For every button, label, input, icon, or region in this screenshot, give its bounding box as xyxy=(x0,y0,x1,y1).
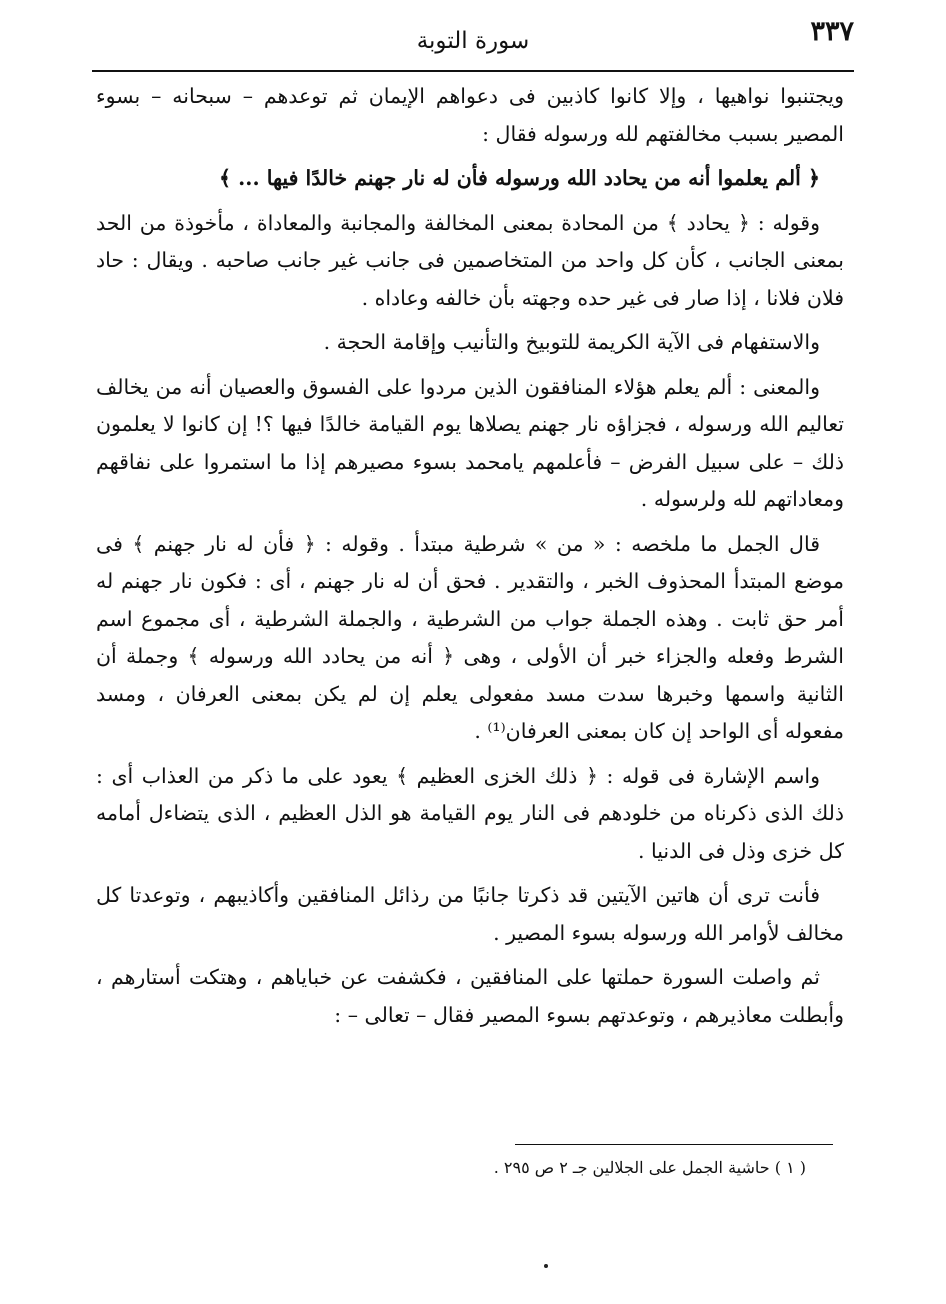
footnote-rule xyxy=(515,1144,833,1145)
paragraph-4: والاستفهام فى الآية الكريمة للتوبيخ والتأنيب وإقامة الحجة . xyxy=(323,330,820,354)
paragraph-1: ويجتنبوا نواهيها ، وإلا كانوا كاذبين فى دعواهم الإيمان ثم توعدهم – سبحانه – بسوء المصير بسبب مخالفتهم لله ورسوله فقال : xyxy=(96,84,844,146)
running-title: سورة التوبة xyxy=(416,28,530,54)
paragraph-7: واسم الإشارة فى قوله : ﴿ ذلك الخزى العظيم ﴾ يعود على ما ذكر من العذاب أى : ذلك الذى ذكرناه من خلودهم فى النار يوم القيامة هو الذل العظيم ، الذى يتضاءل أمامه كل خزى وذل فى الدنيا . xyxy=(96,763,844,863)
paragraph-5: والمعنى : ألم يعلم هؤلاء المنافقون الذين مردوا على الفسوق والعصيان أنه من يخالف تعاليم الله ورسوله ، فجزاؤه نار جهنم يصلاها يوم القيامة خالدًا فيها ؟! إن كانوا لا يعلمون ذلك – على سبيل الفرض – فأعلمهم يامحمد بسوء مصيرهم إذا ما استمروا على نفاقهم ومعاداتهم لله ولرسوله . xyxy=(96,374,844,511)
paragraph-9: ثم واصلت السورة حملتها على المنافقين ، فكشفت عن خباياهم ، وهتكت أستارهم ، وأبطلت معاذيرهم ، وتوعدتهم بسوء المصير فقال – تعالى – : xyxy=(96,965,844,1027)
paragraph-8: فأنت ترى أن هاتين الآيتين قد ذكرتا جانبًا من رذائل المنافقين وأكاذيبهم ، وتوعدتا كل مخالف لأوامر الله ورسوله بسوء المصير . xyxy=(96,883,844,945)
body-text xyxy=(96,78,844,1041)
print-speck xyxy=(544,1264,548,1268)
paragraph-6: قال الجمل ما ملخصه : « من » شرطية مبتدأ . وقوله : ﴿ فأن له نار جهنم ﴾ فى موضع المبتدأ المحذوف الخبر ، والتقدير . فحق أن له نار جهنم ، أى : فكون نار جهنم له أمر حق ثابت . وهذه الجملة جواب من الشرطية ، والجملة الشرطية ، أى مجموع اسم الشرط وفعله والجزاء خبر أن الأولى ، وهى ﴿ أنه من يحادد الله ورسوله ﴾ وجملة أن الثانية واسمها وخبرها سدت مسد مفعولى يعلم إن لم يكن بمعنى العرفان ، ومسد مفعوله أى الواحد إن كان بمعنى العرفان⁽¹⁾ . xyxy=(96,531,844,743)
header-rule xyxy=(92,70,854,72)
paragraph-3: وقوله : ﴿ يحادد ﴾ من المحادة بمعنى المخالفة والمجانبة والمعاداة ، مأخوذة من الحد بمعنى الجانب ، كأن كل واحد من المتخاصمين فى جانب غير جانب صاحبه . ويقال : حاد فلان فلانا ، إذا صار فى غير حده وجهته بأن خالفه وعاداه . xyxy=(96,210,844,310)
page-number: ٣٣٧ xyxy=(810,16,854,47)
quran-verse: ﴿ ألم يعلموا أنه من يحادد الله ورسوله فأن له نار جهنم خالدًا فيها ... ﴾ xyxy=(219,166,820,190)
page-header xyxy=(92,14,854,72)
footnote: ( ١ ) حاشية الجمل على الجلالين جـ ٢ ص ٢٩٥ . xyxy=(493,1158,806,1177)
